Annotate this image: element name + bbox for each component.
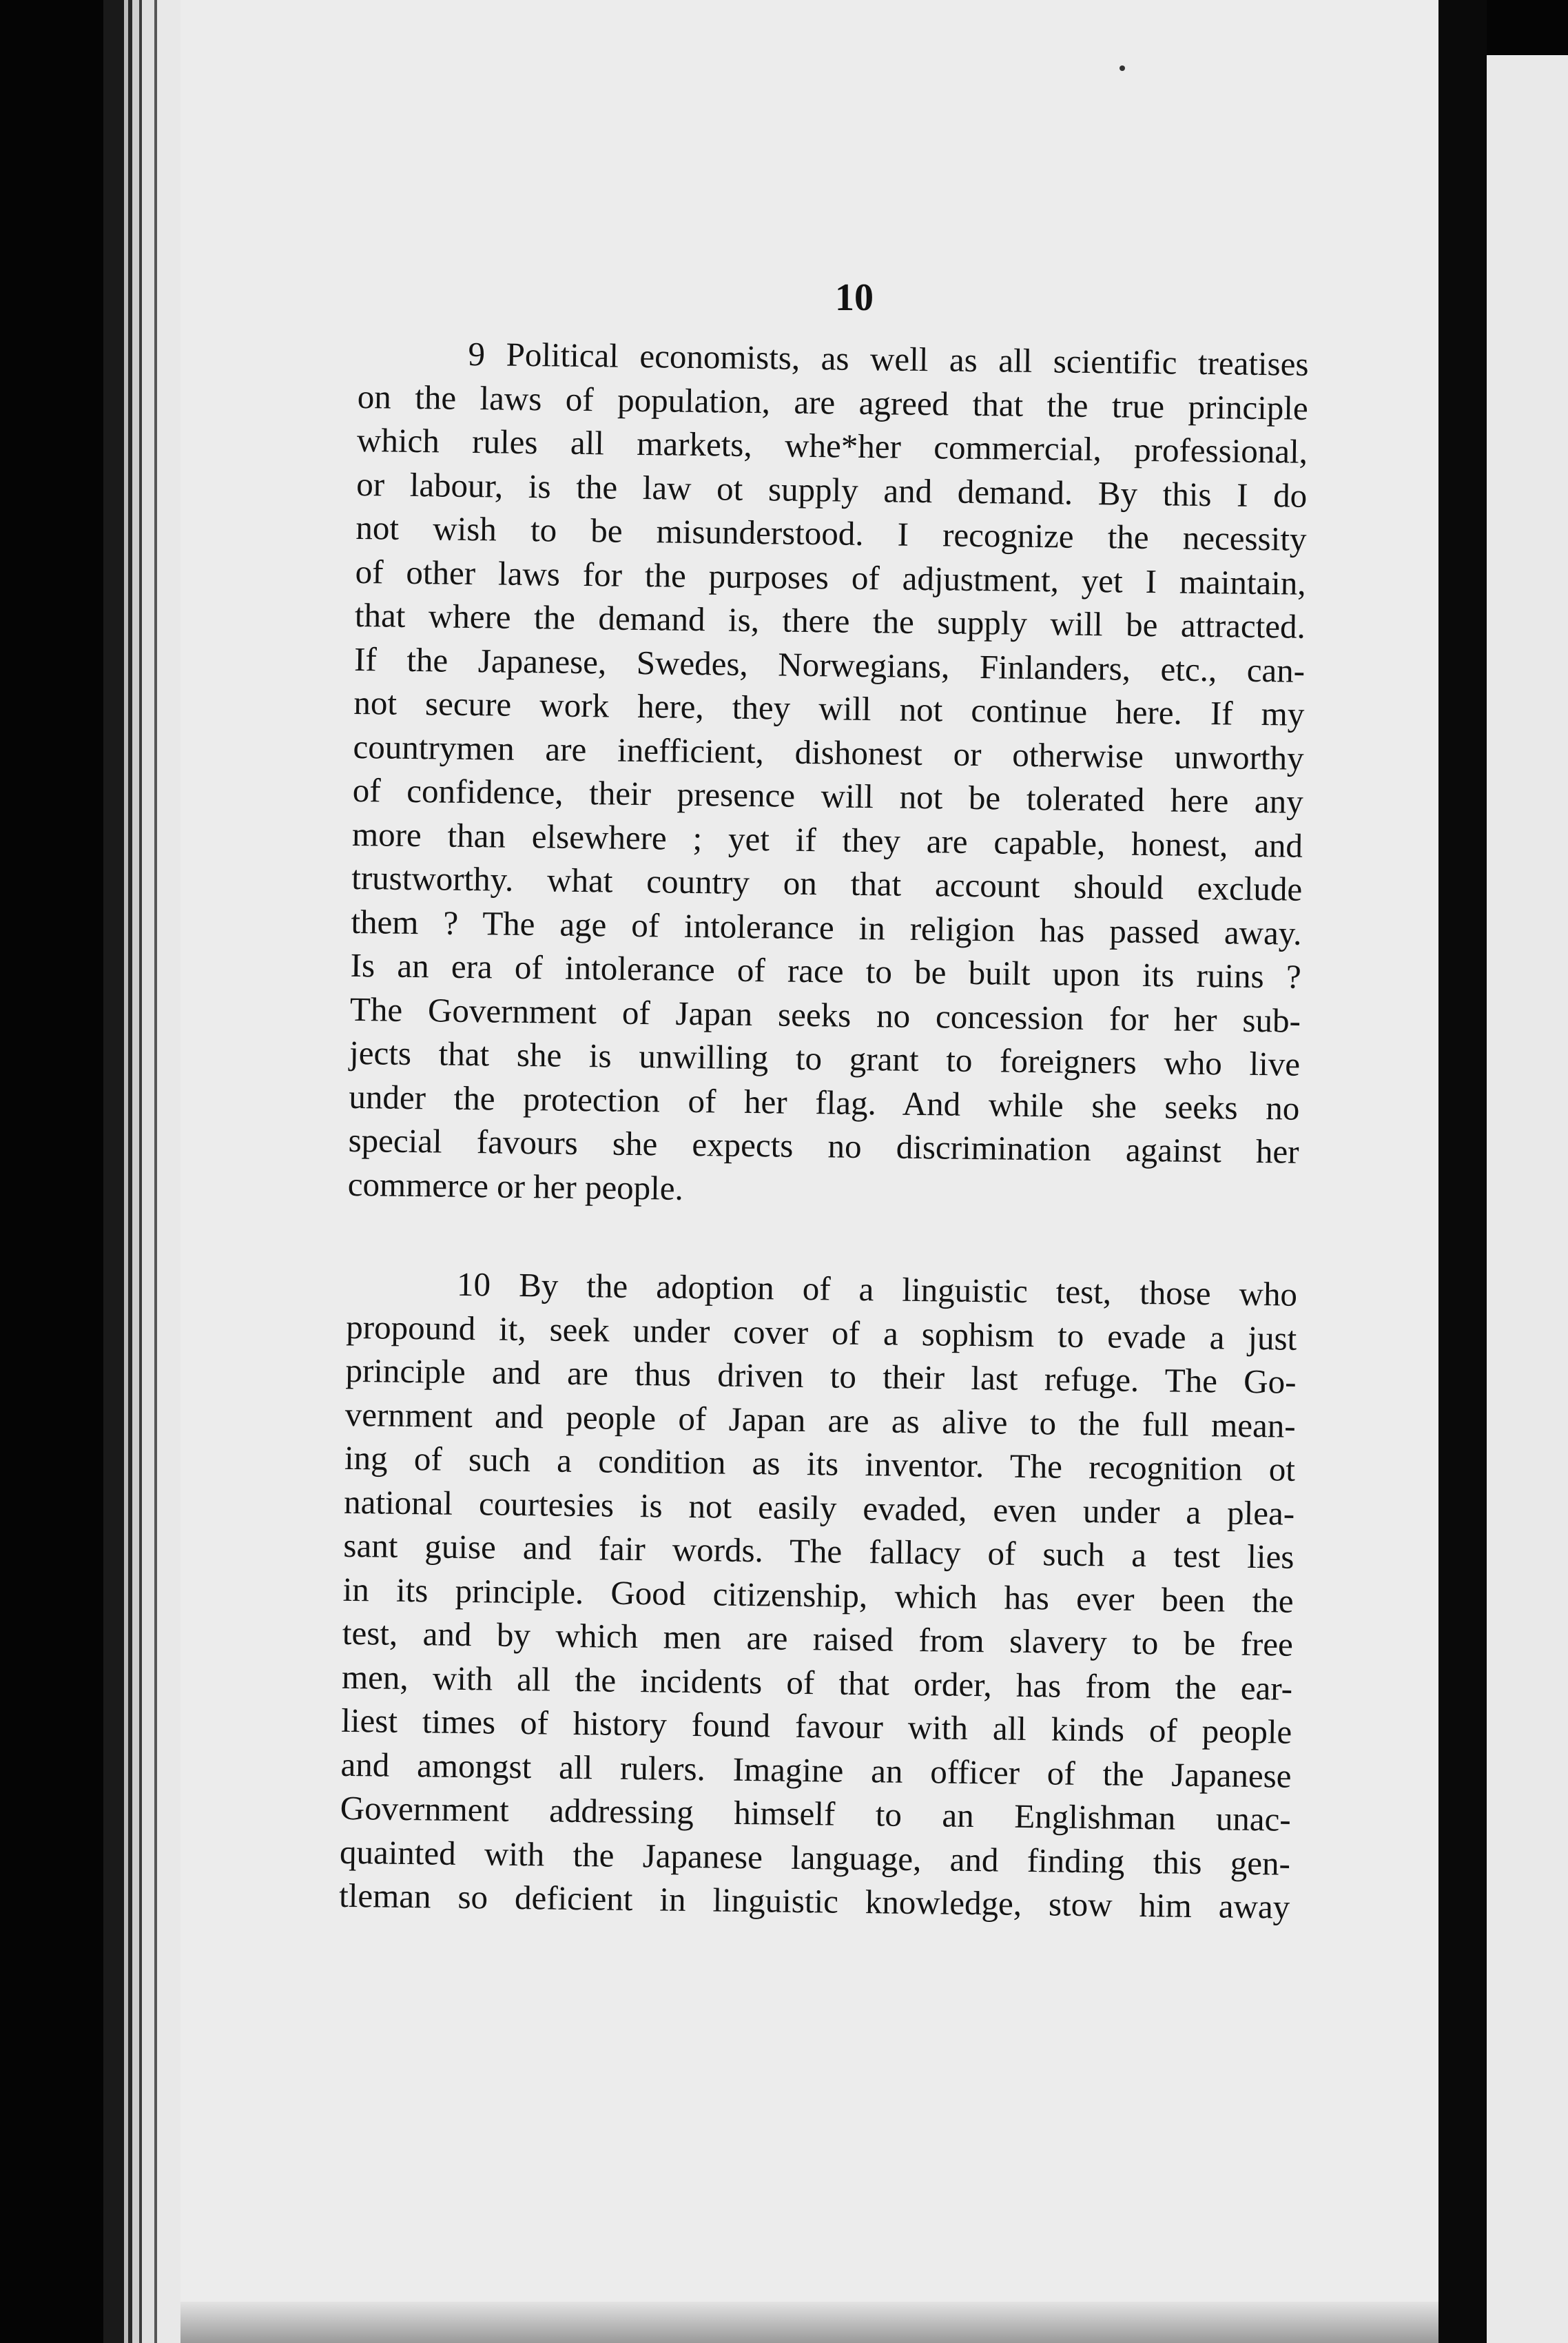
text-line: in its principle. Good citizenship, which has ever been the (342, 1570, 1294, 1620)
text-line: liest times of history found favour with all kinds of people (341, 1701, 1292, 1751)
text-line: jects that she is unwilling to grant to foreigners who live (349, 1033, 1301, 1083)
text-line: The Government of Japan seeks no concession for her sub- (349, 990, 1301, 1040)
text-line: countrymen are inefficient, dishonest or otherwise unworthy (353, 727, 1304, 777)
text-line: on the laws of population, are agreed that the true principle (357, 377, 1309, 427)
text-line: not wish to be misunderstood. I recognize the necessity (355, 508, 1307, 558)
text-line: men, with all the incidents of that order, has from the ear- (341, 1657, 1293, 1708)
text-line: of confidence, their presence will not be tolerated here any (352, 770, 1304, 821)
text-line: and amongst all rulers. Imagine an officer of the Japanese (340, 1745, 1292, 1795)
text-line: If the Japanese, Swedes, Norwegians, Finlanders, etc., can- (353, 640, 1306, 690)
text-line: Government addressing himself to an Englishman unac- (340, 1788, 1292, 1839)
text-line: vernment and people of Japan are as alive to the full mean- (344, 1395, 1297, 1445)
text-line: Is an era of intolerance of race to be built upon its ruins ? (350, 945, 1301, 996)
adjacent-page-edge (1487, 55, 1568, 2343)
body-text (339, 331, 1309, 1929)
text-line: which rules all markets, whe*her commercial, professional, (356, 420, 1308, 471)
text-line: sant guise and fair words. The fallacy of such a test lies (343, 1526, 1294, 1576)
text-line: national courtesies is not easily evaded, even under a plea- (343, 1482, 1295, 1533)
page-gutter-shadow (1438, 0, 1487, 2343)
text-line: more than elsewhere ; yet if they are capable, honest, and (351, 815, 1303, 865)
page-number: 10 (835, 276, 874, 319)
ink-speck (1120, 65, 1125, 71)
text-line: under the protection of her flag. And while she seeks no (349, 1077, 1300, 1127)
text-line: 9 Political economists, as well as all scientific treatises (468, 334, 1309, 383)
paragraph-10 (339, 1261, 1298, 1929)
text-line: not secure work here, they will not continue here. If my (353, 683, 1305, 733)
text-line: test, and by which men are raised from slavery to be free (342, 1613, 1294, 1664)
text-line: of other laws for the purposes of adjustment, yet I maintain, (355, 552, 1306, 602)
text-line: trustworthy. what country on that account should exclude (351, 858, 1303, 908)
text-line: commerce or her people. (347, 1165, 684, 1207)
text-line: that where the demand is, there the supply will be attracted. (354, 595, 1306, 646)
text-line: principle and are thus driven to their last refuge. The Go- (345, 1351, 1297, 1401)
paragraph-9 (347, 331, 1308, 1218)
text-line: propound it, seek under cover of a sophism to evade a just (346, 1307, 1297, 1358)
text-line: them ? The age of intolerance in religion has passed away. (351, 902, 1302, 952)
text-line: 10 By the adoption of a linguistic test, those who (456, 1265, 1298, 1313)
text-line: or labour, is the law ot supply and demand. By this I do (355, 464, 1308, 515)
text-line: quainted with the Japanese language, and finding this gen- (339, 1832, 1291, 1883)
text-line: special favours she expects no discrimination against her (348, 1121, 1299, 1171)
book-binding-edge (103, 0, 180, 2343)
text-line: tleman so deficient in linguistic knowledge, stow him away (338, 1876, 1290, 1926)
page-bottom-shadow (180, 2302, 1438, 2343)
text-line: ing of such a condition as its inventor. The recognition ot (344, 1438, 1296, 1488)
